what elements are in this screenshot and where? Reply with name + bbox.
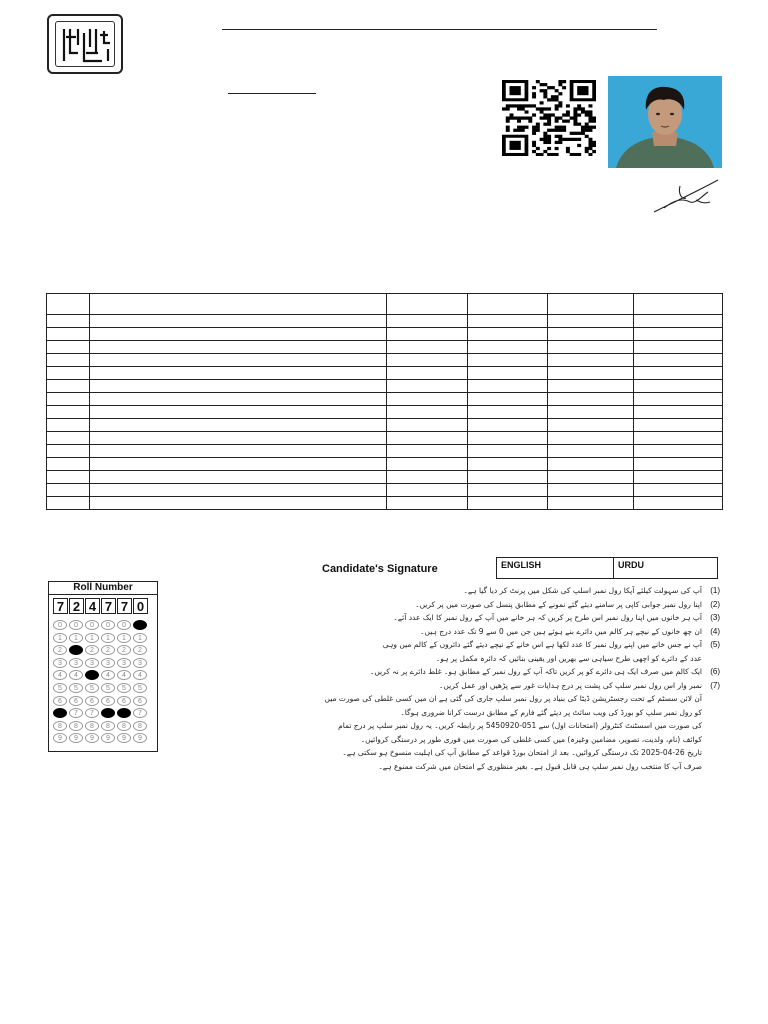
- roll-bubble: 7: [117, 708, 131, 718]
- language-english: ENGLISH: [497, 558, 614, 578]
- table-cell: [90, 419, 387, 432]
- table-cell: [548, 432, 634, 445]
- table-cell: [548, 354, 634, 367]
- table-cell: [47, 458, 90, 471]
- roll-bubble: 7: [69, 708, 83, 718]
- table-cell: [468, 393, 548, 406]
- table-cell: [548, 315, 634, 328]
- roll-bubble: 2: [101, 645, 115, 655]
- candidate-photo: [608, 76, 722, 168]
- table-cell: [387, 419, 468, 432]
- table-cell: [47, 419, 90, 432]
- roll-bubble: 0: [133, 620, 147, 630]
- roll-bubble: 3: [85, 658, 99, 668]
- table-cell: [548, 471, 634, 484]
- table-cell: [468, 432, 548, 445]
- table-cell: [47, 471, 90, 484]
- instruction-row: [318, 611, 720, 625]
- table-cell: [90, 341, 387, 354]
- table-cell: [90, 445, 387, 458]
- roll-digit: 7: [53, 598, 68, 614]
- roll-bubble: 8: [117, 721, 131, 731]
- roll-bubble: 1: [69, 633, 83, 643]
- table-cell: [90, 406, 387, 419]
- roll-bubble: 8: [133, 721, 147, 731]
- instruction-row: [318, 692, 720, 706]
- language-urdu: URDU: [618, 560, 644, 570]
- roll-bubble: 1: [101, 633, 115, 643]
- instruction-row: [318, 706, 720, 720]
- instruction-text: ایک کالم میں صرف ایک ہی دائرے کو پر کریں تاکہ آپ کے رول نمبر کے مطابق ہو۔ غلط دائرے پر نہ کریں۔: [369, 667, 702, 677]
- roll-bubble: 0: [69, 620, 83, 630]
- table-cell: [548, 367, 634, 380]
- table-row: [47, 432, 723, 445]
- roll-bubble: 8: [101, 721, 115, 731]
- roll-bubble: 6: [101, 696, 115, 706]
- roll-bubble: 9: [53, 733, 67, 743]
- table-cell: [634, 328, 723, 341]
- roll-bubble: 4: [85, 670, 99, 680]
- table-cell: [90, 367, 387, 380]
- table-cell: [468, 315, 548, 328]
- roll-bubble: 5: [101, 683, 115, 693]
- table-cell: [468, 419, 548, 432]
- roll-bubble: 1: [85, 633, 99, 643]
- roll-bubble: 5: [117, 683, 131, 693]
- roll-bubble: 0: [53, 620, 67, 630]
- roll-number-title: Roll Number: [49, 582, 157, 595]
- table-cell: [90, 328, 387, 341]
- table-row: [47, 419, 723, 432]
- roll-bubble: 3: [69, 658, 83, 668]
- table-cell: [468, 380, 548, 393]
- table-row: [47, 380, 723, 393]
- instruction-row: [318, 598, 720, 612]
- roll-bubble: 3: [101, 658, 115, 668]
- instruction-text: کی صورت میں اسسٹنٹ کنٹرولر (امتحانات اول) سے 051-5450920 پر رابطہ کریں۔ یہ رول نمبر سلپ پر درج تمام: [338, 721, 702, 731]
- table-cell: [634, 497, 723, 510]
- table-cell: [387, 294, 468, 315]
- instruction-row: [318, 719, 720, 733]
- instruction-text: کوائف (نام، ولدیت، تصویر، مضامین وغیرہ) میں کسی غلطی کی صورت میں فوری طور پر درستگی کروائیں۔: [360, 734, 702, 744]
- table-row: [47, 341, 723, 354]
- table-cell: [387, 393, 468, 406]
- roll-digit: 2: [69, 598, 84, 614]
- instruction-text: کو رول نمبر سلپ کو بورڈ کی ویب سائٹ پر دیئے گئے فارم کے مطابق درست کرانا ضروری ہوگا۔: [400, 707, 702, 717]
- instruction-row: [318, 584, 720, 598]
- instruction-row: [318, 760, 720, 774]
- roll-bubble: 4: [133, 670, 147, 680]
- roll-bubble: 2: [133, 645, 147, 655]
- table-cell: [47, 315, 90, 328]
- table-row: [47, 354, 723, 367]
- table-cell: [387, 406, 468, 419]
- table-cell: [468, 367, 548, 380]
- roll-bubble: 2: [85, 645, 99, 655]
- instruction-row: [318, 733, 720, 747]
- roll-bubble: 6: [69, 696, 83, 706]
- table-cell: [90, 315, 387, 328]
- table-cell: [468, 341, 548, 354]
- table-cell: [90, 354, 387, 367]
- board-logo: [47, 14, 123, 74]
- roll-bubble: 5: [69, 683, 83, 693]
- table-cell: [634, 354, 723, 367]
- table-cell: [387, 341, 468, 354]
- table-cell: [468, 497, 548, 510]
- roll-bubble: 9: [69, 733, 83, 743]
- table-cell: [548, 393, 634, 406]
- table-cell: [468, 471, 548, 484]
- roll-bubble: 8: [69, 721, 83, 731]
- table-cell: [47, 380, 90, 393]
- table-cell: [548, 497, 634, 510]
- table-cell: [548, 445, 634, 458]
- roll-bubble: 2: [117, 645, 131, 655]
- table-cell: [634, 445, 723, 458]
- roll-bubble: 8: [85, 721, 99, 731]
- roll-bubble: 9: [85, 733, 99, 743]
- table-cell: [47, 354, 90, 367]
- table-cell: [90, 294, 387, 315]
- table-cell: [47, 484, 90, 497]
- table-row: [47, 315, 723, 328]
- roll-digit: 7: [101, 598, 116, 614]
- table-cell: [387, 432, 468, 445]
- table-row: [47, 497, 723, 510]
- roll-bubble: 5: [133, 683, 147, 693]
- table-cell: [468, 484, 548, 497]
- table-cell: [47, 497, 90, 510]
- table-cell: [634, 458, 723, 471]
- roll-number-bubbles: [53, 620, 149, 746]
- roll-bubble: 1: [53, 633, 67, 643]
- candidate-signature-image: [652, 178, 722, 216]
- roll-bubble: 2: [69, 645, 83, 655]
- table-cell: [387, 328, 468, 341]
- instruction-number: (4): [710, 626, 720, 636]
- roll-bubble: 4: [53, 670, 67, 680]
- roll-bubble: 9: [117, 733, 131, 743]
- instruction-row: [318, 652, 720, 666]
- instruction-number: (7): [710, 680, 720, 690]
- table-row: [47, 393, 723, 406]
- table-cell: [634, 471, 723, 484]
- table-row: [47, 294, 723, 315]
- roll-digit: 0: [133, 598, 148, 614]
- roll-bubble: 4: [69, 670, 83, 680]
- table-cell: [634, 406, 723, 419]
- table-cell: [468, 458, 548, 471]
- roll-bubble: 5: [53, 683, 67, 693]
- table-cell: [634, 380, 723, 393]
- table-row: [47, 484, 723, 497]
- roll-digit: 4: [85, 598, 100, 614]
- instructions-block: [318, 584, 720, 773]
- table-cell: [47, 294, 90, 315]
- instruction-text: آپ نے جس خانے میں اپنے رول نمبر کا عدد لکھا ہے اس خانے کے نیچے دیئے گئے دائروں کے کالم میں وہی: [382, 640, 702, 650]
- roll-bubble: 6: [53, 696, 67, 706]
- instruction-text: نمبر وار اس رول نمبر سلپ کی پشت پر درج ہدایات غور سے پڑھیں اور عمل کریں۔: [439, 680, 702, 690]
- roll-bubble: 2: [53, 645, 67, 655]
- roll-bubble: 8: [53, 721, 67, 731]
- instruction-text: آن لائن سسٹم کے تحت رجسٹریشن ڈیٹا کی بنیاد پر رول نمبر سلپ جاری کی گئی ہے ان میں کسی غلطی کی صورت میں: [324, 694, 702, 704]
- roll-bubble: 0: [85, 620, 99, 630]
- instruction-number: (6): [710, 667, 720, 677]
- table-cell: [548, 328, 634, 341]
- table-cell: [90, 380, 387, 393]
- roll-bubble: 3: [53, 658, 67, 668]
- table-cell: [468, 294, 548, 315]
- table-cell: [90, 484, 387, 497]
- instruction-number: (5): [710, 640, 720, 650]
- table-cell: [634, 432, 723, 445]
- table-row: [47, 406, 723, 419]
- roll-bubble: 4: [117, 670, 131, 680]
- table-cell: [387, 458, 468, 471]
- instruction-text: اپنا رول نمبر جوابی کاپی پر سامنے دیئے گئے نمونے کے مطابق پنسل کی صورت میں پر کریں۔: [415, 599, 702, 609]
- table-cell: [634, 484, 723, 497]
- table-cell: [387, 497, 468, 510]
- roll-number-digits: [49, 595, 157, 614]
- table-cell: [468, 354, 548, 367]
- instruction-text: آپ ہر خانوں میں اپنا رول نمبر اس طرح پر کریں کہ ہر خانے میں آپ کے رول نمبر کا ایک عدد آئے۔: [393, 613, 702, 623]
- table-cell: [548, 458, 634, 471]
- table-cell: [90, 471, 387, 484]
- roll-number-box: [48, 581, 158, 752]
- table-cell: [47, 328, 90, 341]
- qr-code: [502, 80, 596, 156]
- table-row: [47, 328, 723, 341]
- roll-bubble: 3: [117, 658, 131, 668]
- table-row: [47, 445, 723, 458]
- table-cell: [47, 393, 90, 406]
- table-cell: [90, 497, 387, 510]
- roll-bubble: 1: [133, 633, 147, 643]
- roll-bubble: 6: [133, 696, 147, 706]
- title-underline: [228, 93, 316, 94]
- table-cell: [47, 367, 90, 380]
- table-cell: [90, 393, 387, 406]
- roll-bubble: 7: [85, 708, 99, 718]
- table-cell: [47, 341, 90, 354]
- roll-bubble: 9: [133, 733, 147, 743]
- instruction-text: صرف آپ کا منتخب رول نمبر سلپ ہی قابل قبول ہے۔ بغیر منظوری کے امتحان میں شرکت ممنوع ہے۔: [378, 761, 702, 771]
- table-cell: [387, 471, 468, 484]
- table-cell: [47, 445, 90, 458]
- table-cell: [634, 315, 723, 328]
- table-cell: [387, 367, 468, 380]
- table-cell: [47, 406, 90, 419]
- table-cell: [47, 432, 90, 445]
- instruction-text: آپ کی سہولت کیلئے آپکا رول نمبر اسلپ کی شکل میں پرنٹ کر دیا گیا ہے۔: [463, 586, 702, 596]
- roll-bubble: 0: [101, 620, 115, 630]
- roll-bubble: 7: [101, 708, 115, 718]
- roll-bubble: 5: [85, 683, 99, 693]
- instruction-row: [318, 665, 720, 679]
- candidate-signature-label: Candidate's Signature: [322, 563, 438, 575]
- table-cell: [634, 367, 723, 380]
- instruction-number: (1): [710, 586, 720, 596]
- instruction-number: (3): [710, 613, 720, 623]
- table-cell: [548, 341, 634, 354]
- table-cell: [468, 328, 548, 341]
- table-cell: [634, 341, 723, 354]
- table-cell: [468, 445, 548, 458]
- instruction-text: ان چھ خانوں کے نیچے ہر کالم میں دائرے بنے ہوئے ہیں جن میں 0 سے 9 تک عدد درج ہیں۔: [420, 626, 702, 636]
- roll-bubble: 6: [117, 696, 131, 706]
- table-cell: [548, 484, 634, 497]
- table-cell: [548, 406, 634, 419]
- header-rule: [222, 29, 657, 30]
- table-cell: [468, 406, 548, 419]
- roll-bubble: 7: [53, 708, 67, 718]
- roll-bubble: 0: [117, 620, 131, 630]
- table-cell: [634, 294, 723, 315]
- table-cell: [634, 393, 723, 406]
- roll-digit: 7: [117, 598, 132, 614]
- instruction-row: [318, 746, 720, 760]
- roll-bubble: 9: [101, 733, 115, 743]
- roll-bubble: 3: [133, 658, 147, 668]
- table-cell: [634, 419, 723, 432]
- table-cell: [387, 354, 468, 367]
- table-cell: [548, 419, 634, 432]
- roll-bubble: 1: [117, 633, 131, 643]
- table-cell: [90, 458, 387, 471]
- roll-bubble: 6: [85, 696, 99, 706]
- table-cell: [387, 484, 468, 497]
- table-row: [47, 458, 723, 471]
- instruction-text: تاریخ 26-04-2025 تک درستگی کروائیں۔ بعد از امتحان بورڈ قواعد کے مطابق آپ کی اہلیت منسوخ ہو سکتی ہے۔: [342, 748, 702, 758]
- table-cell: [548, 294, 634, 315]
- language-box: [496, 557, 718, 579]
- table-cell: [387, 380, 468, 393]
- instruction-row: [318, 625, 720, 639]
- table-row: [47, 471, 723, 484]
- instruction-text: عدد کے دائرے کو اچھی طرح سیاہی سے بھریں اور یقینی بنائیں کہ دائرہ مکمل پر ہو۔: [435, 653, 702, 663]
- instruction-row: [318, 679, 720, 693]
- table-cell: [387, 315, 468, 328]
- subjects-table: [46, 293, 723, 510]
- table-row: [47, 367, 723, 380]
- table-cell: [548, 380, 634, 393]
- table-cell: [90, 432, 387, 445]
- roll-bubble: 4: [101, 670, 115, 680]
- table-cell: [387, 445, 468, 458]
- roll-bubble: 7: [133, 708, 147, 718]
- instruction-number: (2): [710, 599, 720, 609]
- instruction-row: [318, 638, 720, 652]
